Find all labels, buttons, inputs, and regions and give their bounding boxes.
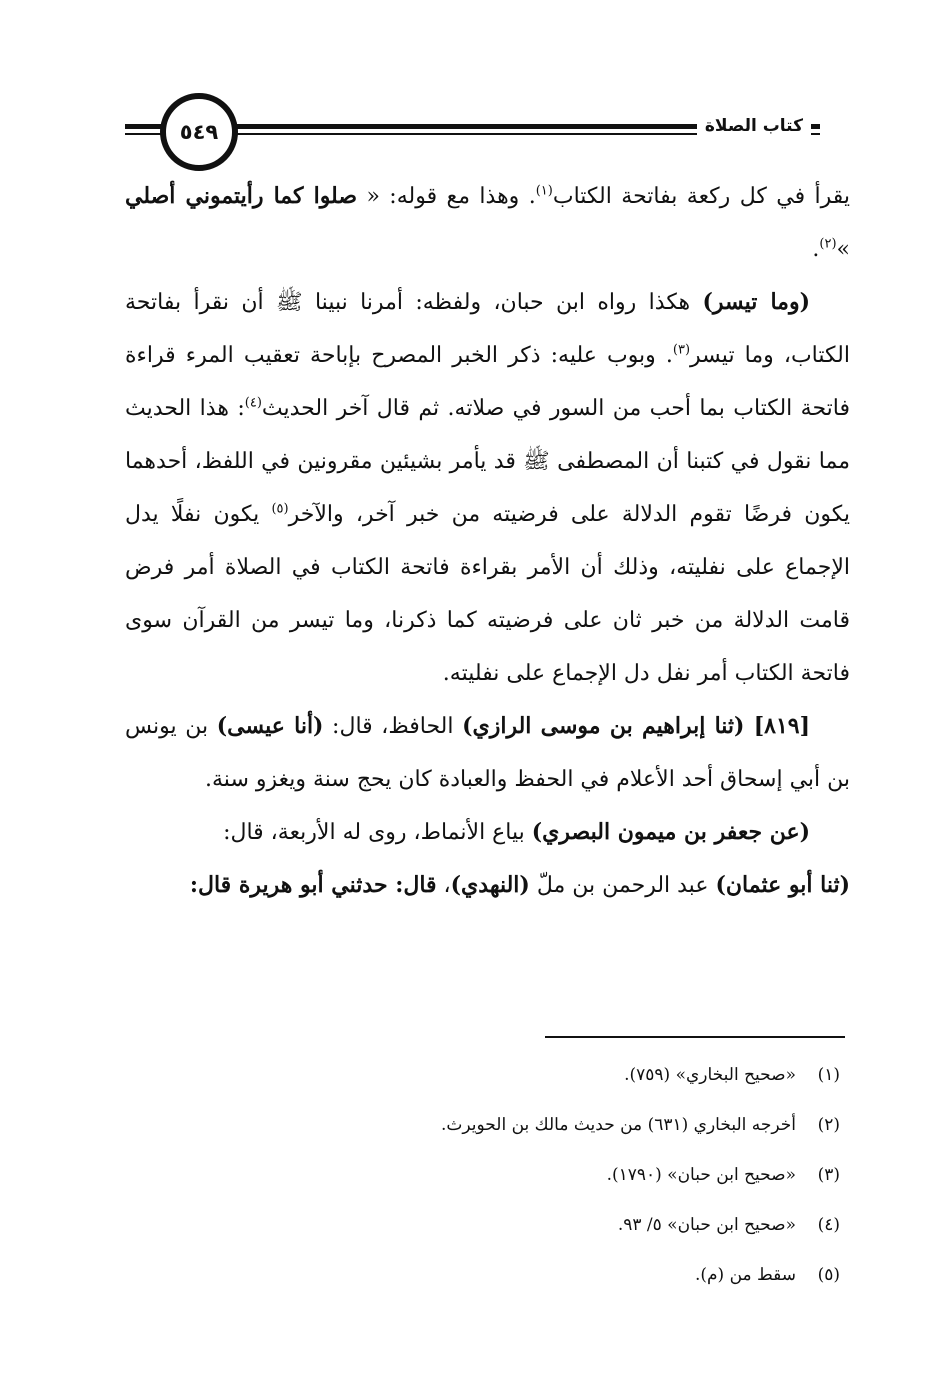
page-number: ٥٤٩ — [179, 120, 219, 144]
hadith-number-lemma: [٨١٩] (ثنا إبراهيم بن موسى الرازي) — [462, 713, 810, 739]
text-run: . وهذا مع قوله: « — [357, 184, 536, 209]
footnote-item — [125, 1050, 850, 1100]
main-text — [125, 170, 850, 912]
text-run: بياع الأنماط، روى له الأربعة، قال: — [223, 820, 532, 845]
text-run: بن يونس بن أبي إسحاق أحد الأعلام في الحفظ والعبادة كان يحج سنة ويغزو سنة. — [125, 714, 850, 792]
paragraph-4 — [125, 806, 850, 912]
footnote-number: (٣) — [817, 1165, 840, 1185]
footnote-item — [125, 1250, 850, 1300]
text-run: . — [812, 237, 820, 262]
footnote-ref: (٥) — [271, 501, 289, 517]
page-number-badge — [160, 93, 238, 171]
lemma: (ثنا أبو عثمان) — [715, 872, 850, 898]
footnote-number: (٢) — [817, 1115, 840, 1135]
footnote-text: أخرجه البخاري (٦٣١) من حديث مالك بن الحويرث. — [441, 1115, 796, 1135]
text-run: عبد الرحمن بن ملّ — [529, 873, 716, 898]
footnote-item — [125, 1200, 850, 1250]
lemma: (أنا عيسى) — [216, 713, 324, 739]
footnote-number: (٤) — [817, 1215, 840, 1235]
footnote-ref: (١) — [535, 183, 553, 199]
text-run: : هذا الحديث مما نقول في كتبنا أن المصطفى ﷺ قد يأمر بشيئين مقرونين في اللفظ، أحدهما يكون فرضًا تقوم الدلالة على فرضيته من خبر آخر، والآخر — [125, 396, 850, 527]
footnote-text: «صحيح ابن حبان» ٥/ ٩٣. — [617, 1215, 796, 1235]
footnote-ref: (٣) — [672, 342, 691, 358]
chapter-title: كتاب الصلاة — [697, 116, 811, 136]
paragraph-1 — [125, 170, 850, 276]
footnote-number: (٥) — [817, 1265, 840, 1285]
lemma: (النهدي) — [450, 872, 530, 898]
footnotes — [125, 1050, 850, 1300]
footnote-item — [125, 1100, 850, 1150]
footnote-text: «صحيح ابن حبان» (١٧٩٠). — [606, 1165, 796, 1185]
footnote-text: سقط من (م). — [694, 1265, 796, 1285]
paragraph-3 — [125, 700, 850, 806]
footnote-item — [125, 1150, 850, 1200]
text-run: » — [836, 237, 850, 262]
footnote-ref: (٢) — [819, 236, 837, 252]
page-header — [0, 88, 949, 178]
text-run: يكون نفلًا يدل الإجماع على نفليته، وذلك أن الأمر بقراءة فاتحة الكتاب في الصلاة أمر فرض قامت الدلالة من خبر ثان على فرضيته كما ذكرنا، وما تيسر من القرآن سوى فاتحة الكتاب أمر نفل دل الإجماع على نفليته. — [125, 502, 850, 686]
text-run: يقرأ في كل ركعة بفاتحة الكتاب — [552, 184, 850, 209]
footnote-separator — [545, 1036, 845, 1038]
footnote-number: (١) — [817, 1065, 840, 1085]
hadith-quote: صلوا كما رأيتموني أصلي — [125, 183, 358, 209]
footnote-text: «صحيح البخاري» (٧٥٩). — [624, 1065, 796, 1085]
paragraph-2 — [125, 276, 850, 700]
lemma: (وما تيسر) — [702, 289, 810, 315]
text-run: الحافظ، قال: — [323, 714, 463, 739]
text-run: هكذا رواه ابن حبان، ولفظه: أمرنا نبينا ﷺ أن نقرأ بفاتحة الكتاب، وما تيسر — [125, 290, 850, 368]
lemma: قال: حدثني أبو هريرة قال: — [189, 872, 437, 898]
lemma: (عن جعفر بن ميمون البصري) — [531, 819, 810, 845]
footnote-ref: (٤) — [244, 395, 262, 411]
text-run: . وبوب عليه: ذكر الخبر المصرح بإباحة تعقيب المرء قراءة فاتحة الكتاب بما أحب من السور في صلاته. ثم قال آخر الحديث — [125, 343, 850, 421]
text-run: ، — [436, 873, 451, 898]
